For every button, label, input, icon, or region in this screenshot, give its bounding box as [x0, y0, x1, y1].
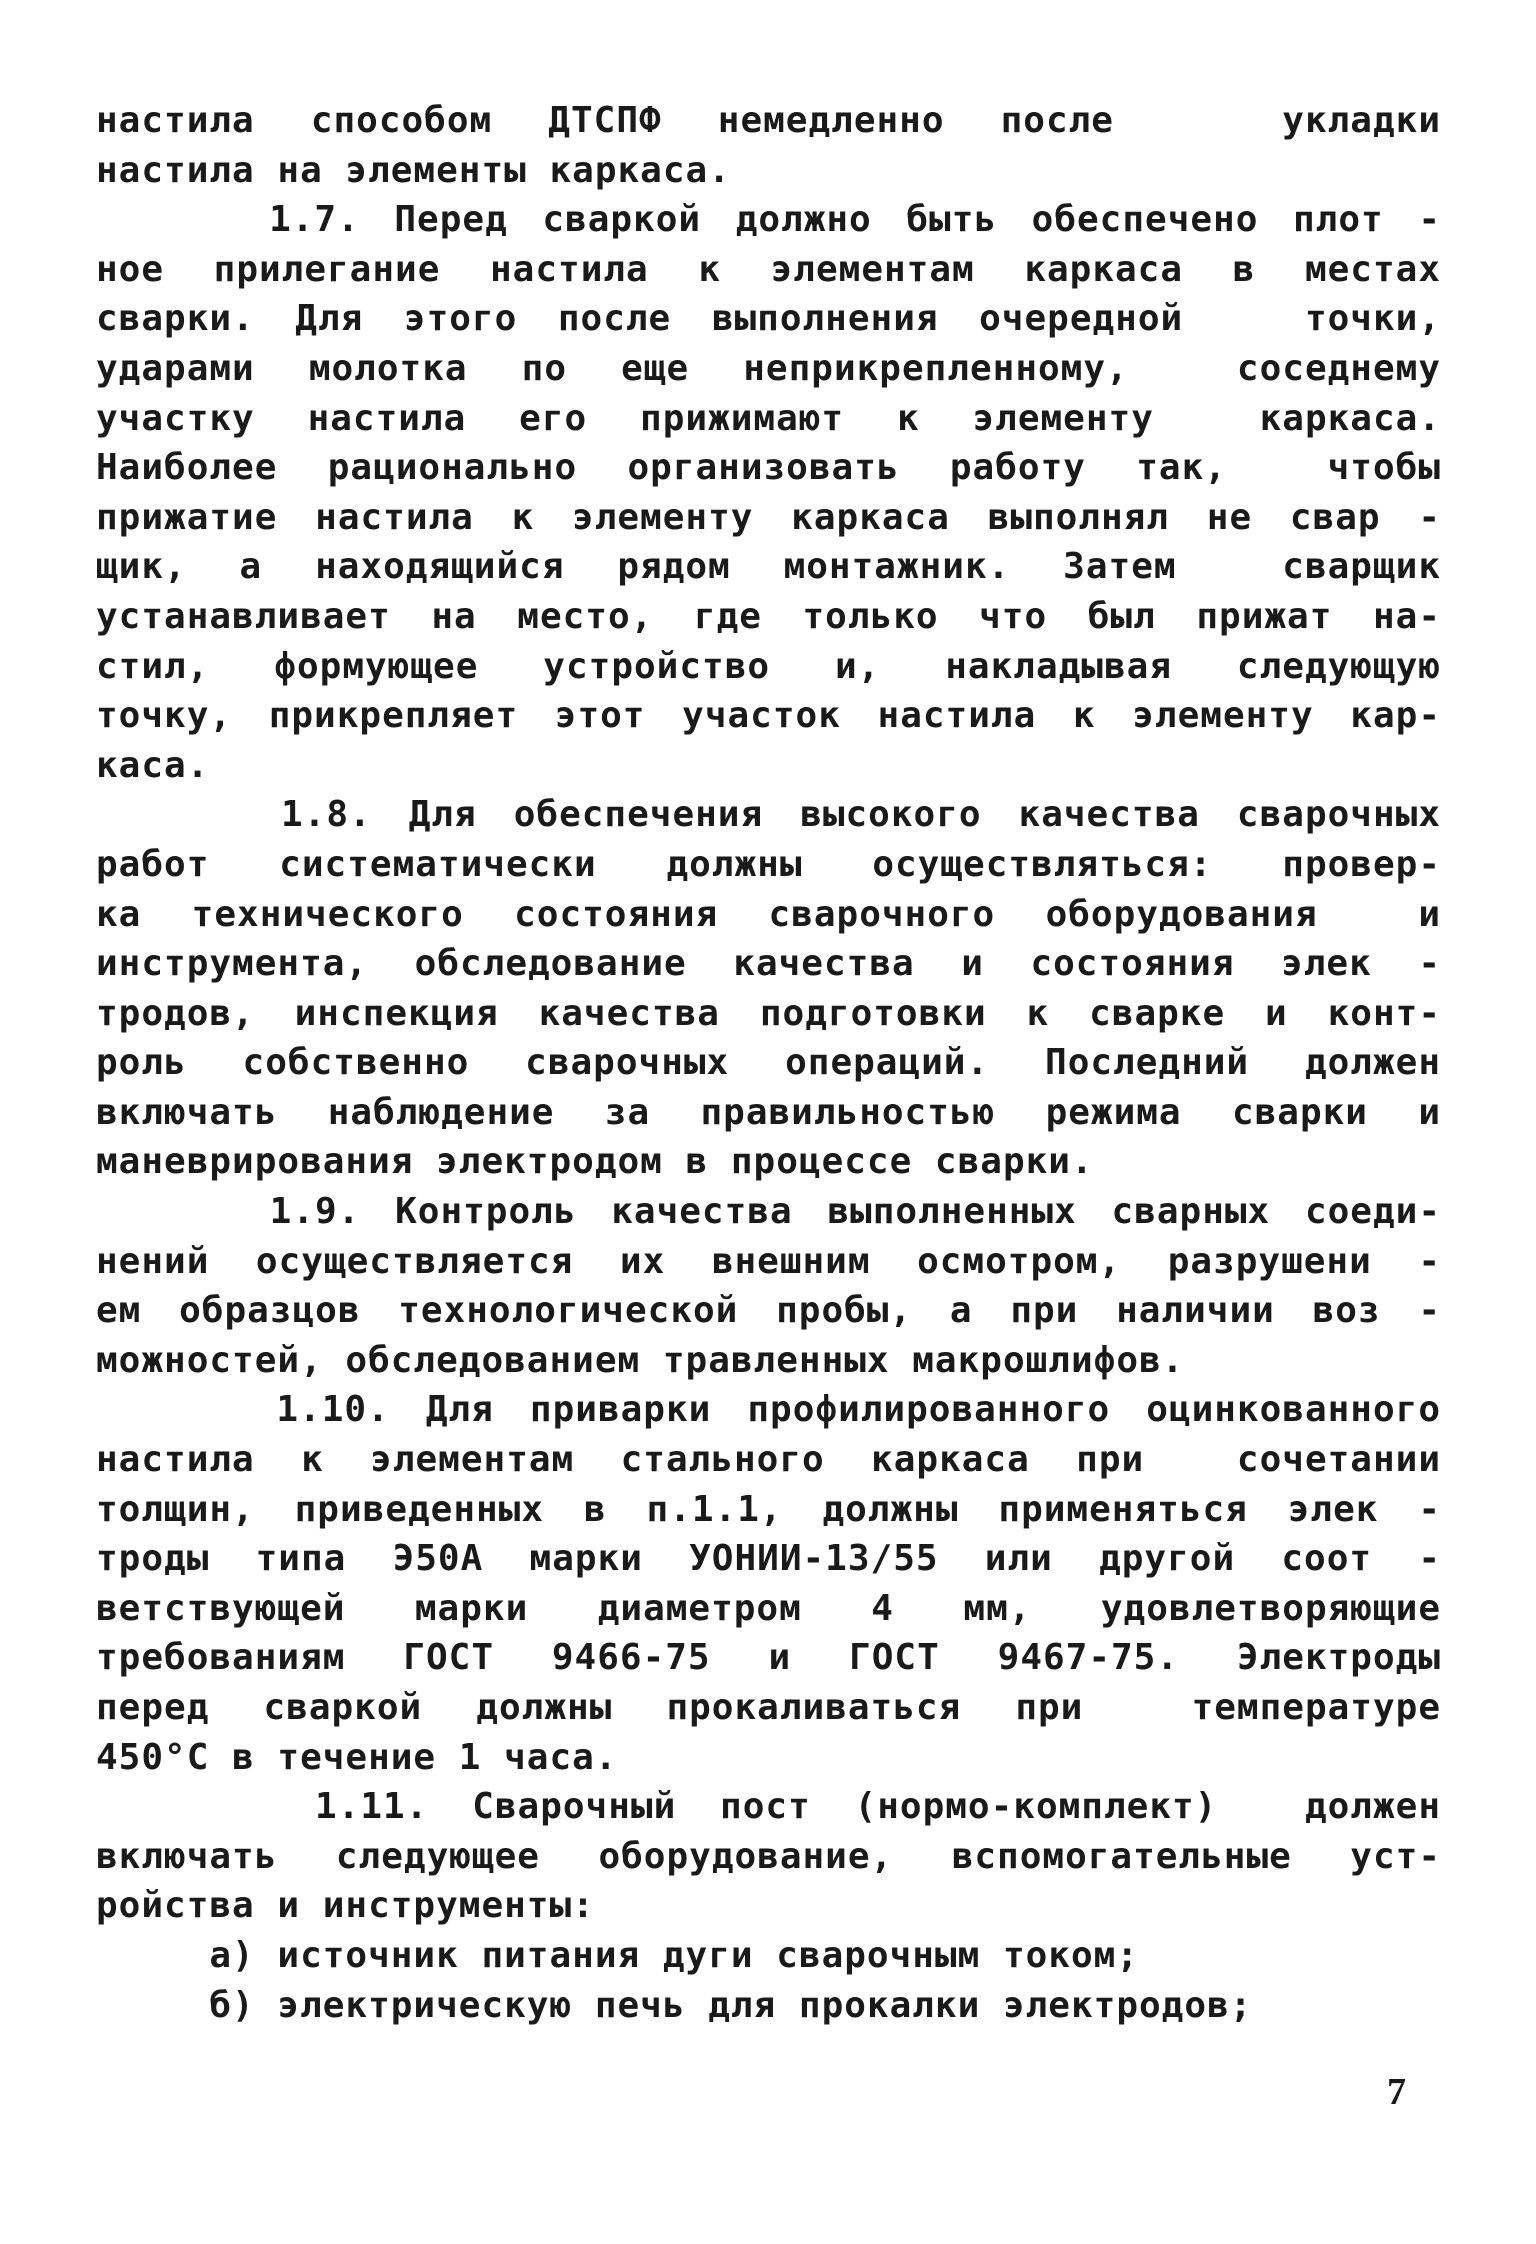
text-line: 1.10. Для приварки профилированного оцинкованного [96, 1389, 1441, 1431]
text-line: роль собственно сварочных операций. Последний должен [96, 1042, 1441, 1084]
text-line: устанавливает на место, где только что был прижат на- [96, 595, 1441, 637]
text-line: работ систематически должны осуществляться: провер- [96, 843, 1441, 885]
text-line: можностей, обследованием травленных макрошлифов. [96, 1339, 1185, 1381]
text-line: маневрирования электродом в процессе сварки. [96, 1141, 1094, 1183]
text-line: Наиболее рационально организовать работу так, чтобы [96, 447, 1441, 489]
page-number: 7 [1387, 2071, 1406, 2113]
text-line: ройства и инструменты: [96, 1885, 595, 1927]
text-line: требованиям ГОСТ 9466-75 и ГОСТ 9467-75. Электроды [96, 1637, 1441, 1679]
body-text [96, 96, 1441, 2030]
text-line: перед сваркой должны прокаливаться при температуре [96, 1687, 1441, 1728]
text-line: участку настила его прижимают к элементу каркаса. [96, 397, 1441, 439]
text-line: ка технического состояния сварочного оборудования и [96, 893, 1441, 935]
text-line: ударами молотка по еще неприкрепленному, соседнему [96, 347, 1441, 389]
text-line: точку, прикрепляет этот участок настила к элементу кар- [96, 695, 1441, 737]
text-line: 1.8. Для обеспечения высокого качества сварочных [96, 794, 1441, 836]
text-line: инструмента, обследование качества и состояния элек - [96, 943, 1441, 985]
text-line: 1.11. Сварочный пост (нормо-комплект) должен [96, 1786, 1441, 1828]
text-line: 1.9. Контроль качества выполненных сварных соеди- [96, 1191, 1441, 1233]
text-line: прижатие настила к элементу каркаса выполнял не свар - [96, 496, 1441, 538]
text-line: стил, формующее устройство и, накладывая следующую [96, 645, 1441, 687]
text-line: тродов, инспекция качества подготовки к сварке и конт- [96, 992, 1441, 1034]
text-line: 450°С в течение 1 часа. [96, 1736, 618, 1778]
text-line: щик, а находящийся рядом монтажник. Затем сварщик [96, 546, 1441, 588]
text-line: настила на элементы каркаса. [96, 149, 731, 191]
text-line: включать следующее оборудование, вспомогательные уст- [96, 1835, 1441, 1877]
text-line: троды типа Э50А марки УОНИИ-13/55 или другой соот - [96, 1538, 1441, 1580]
text-line: сварки. Для этого после выполнения очередной точки, [96, 298, 1441, 340]
text-line: ветствующей марки диаметром 4 мм, удовлетворяющие [96, 1587, 1441, 1629]
text-line: каса. [96, 744, 210, 786]
text-line: а) источник питания дуги сварочным током; [96, 1934, 1139, 1976]
text-line: включать наблюдение за правильностью режима сварки и [96, 1091, 1441, 1133]
text-line: настила к элементам стального каркаса при сочетании [96, 1439, 1441, 1481]
text-line: ем образцов технологической пробы, а при наличии воз - [96, 1290, 1441, 1332]
text-line: толщин, приведенных в п.1.1, должны применяться элек - [96, 1488, 1441, 1530]
text-line: настила способом ДТСПФ немедленно после укладки [96, 100, 1441, 141]
text-line: ное прилегание настила к элементам каркаса в местах [96, 248, 1441, 290]
text-line: нений осуществляется их внешним осмотром, разрушени - [96, 1240, 1441, 1282]
text-line: 1.7. Перед сваркой должно быть обеспечено плот - [96, 199, 1441, 241]
text-line: б) электрическую печь для прокалки электродов; [96, 1984, 1253, 2026]
